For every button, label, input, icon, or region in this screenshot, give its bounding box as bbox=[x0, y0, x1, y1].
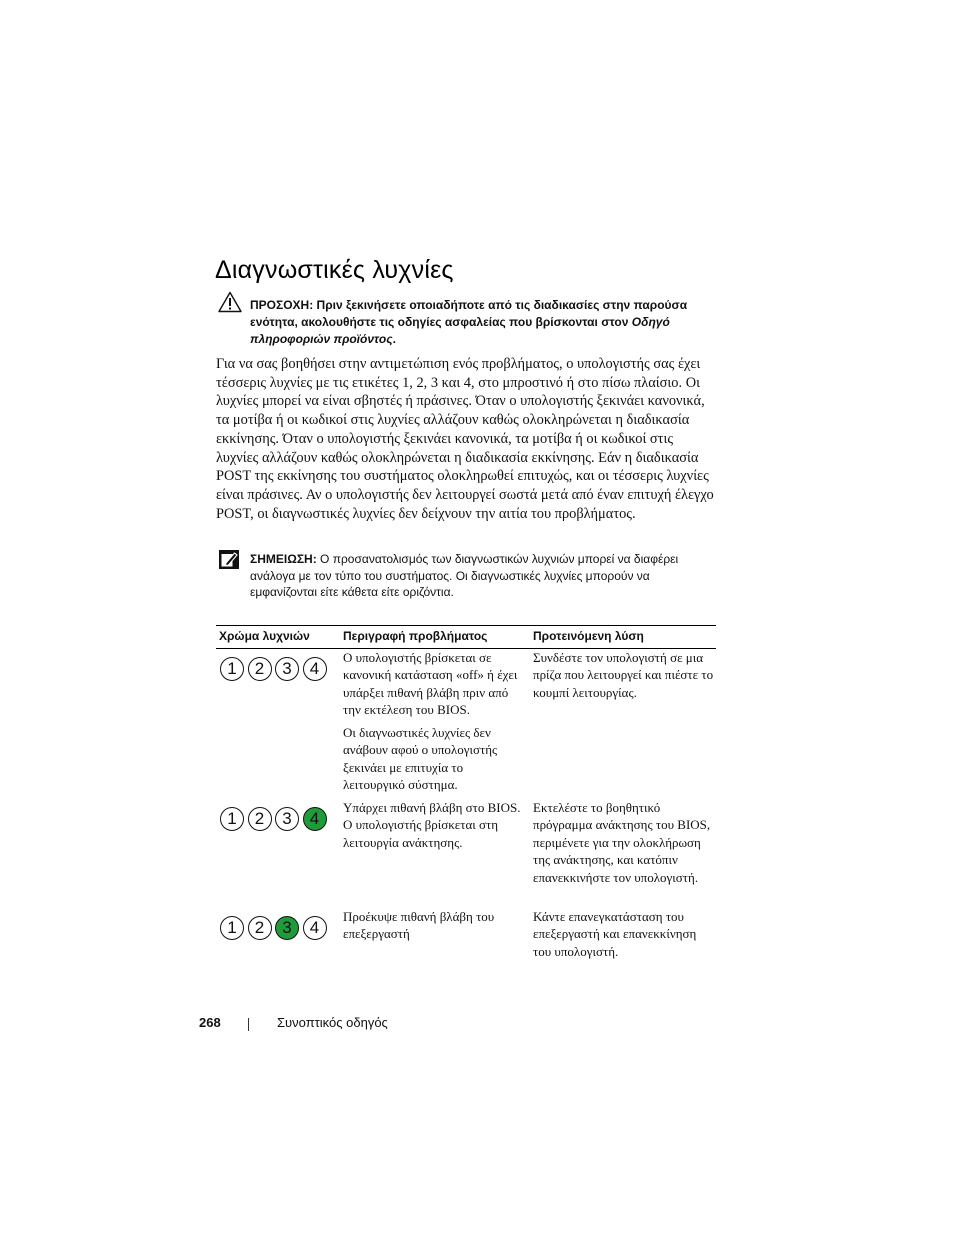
problem-row-1: Ο υπολογιστής βρίσκεται σε κανονική κατάσταση «off» ή έχει υπάρξει πιθανή βλάβη πριν από την εκτέλεση του BIOS. bbox=[343, 650, 518, 718]
caution-notice bbox=[250, 297, 720, 348]
caution-end: . bbox=[392, 332, 396, 346]
light-1: 1 bbox=[220, 807, 244, 831]
warning-triangle-icon bbox=[218, 291, 242, 313]
footer-divider bbox=[248, 1018, 249, 1031]
light-2: 2 bbox=[248, 807, 272, 831]
caution-label: ΠΡΟΣΟΧΗ: bbox=[250, 298, 314, 312]
header-problem: Περιγραφή προβλήματος bbox=[343, 629, 488, 643]
header-light-color: Χρώμα λυχνιών bbox=[219, 629, 310, 643]
light-3: 3 bbox=[275, 807, 299, 831]
intro-paragraph: Για να σας βοηθήσει στην αντιμετώπιση ενός προβλήματος, ο υπολογιστής σας έχει τέσσερις λυχνίες με τις ετικέτες 1, 2, 3 και 4, στο μπροστινό ή στο πίσω πλαίσιο. Οι λυχνίες μπορεί να είναι σβηστές ή πράσινες. Όταν ο υπολογιστής ξεκινάει κανονικά, τα μοτίβα ή οι κωδικοί στις λυχνίες αλλάζουν καθώς ολοκληρώνεται η διαδικασία εκκίνησης. Όταν ο υπολογιστής ξεκινάει κανονικά, τα μοτίβα ή οι κωδικοί στις λυχνίες αλλάζουν καθώς ολοκληρώνεται η διαδικασία εκκίνησης. Εάν η διαδικασία POST της εκκίνησης του συστήματος ολοκληρωθεί επιτυχώς, και οι τέσσερις λυχνίες είναι πράσινες. Αν ο υπολογιστής δεν λειτουργεί σωστά μετά από έναν επιτυχή έλεγχο POST, οι διαγνωστικές λυχνίες δεν δείχνουν την αιτία του προβλήματος. bbox=[216, 356, 714, 522]
page-title: Διαγνωστικές λυχνίες bbox=[215, 256, 454, 284]
footer-title: Συνοπτικός οδηγός bbox=[277, 1015, 388, 1030]
solution-row-3: Κάντε επανεγκατάσταση του επεξεργαστή και επανεκκίνηση του υπολογιστή. bbox=[533, 909, 697, 959]
light-pattern-row-2 bbox=[220, 807, 330, 831]
problem-row-2: Υπάρχει πιθανή βλάβη στο BIOS. Ο υπολογιστής βρίσκεται στη λειτουργία ανάκτησης. bbox=[343, 800, 521, 850]
note-notice bbox=[250, 551, 720, 601]
problem-row-1b: Οι διαγνωστικές λυχνίες δεν ανάβουν αφού ο υπολογιστής ξεκινάει με επιτυχία το λειτουργικό σύστημα. bbox=[343, 725, 498, 793]
light-3: 3 bbox=[275, 657, 299, 681]
page-number: 268 bbox=[199, 1015, 221, 1030]
light-pattern-row-1 bbox=[220, 657, 330, 681]
solution-row-2: Εκτελέστε το βοηθητικό πρόγραμμα ανάκτησης του BIOS, περιμένετε για την ολοκλήρωση της ανάκτησης, και κατόπιν επανεκκινήστε τον υπολογιστή. bbox=[533, 800, 711, 885]
light-4: 4 bbox=[303, 916, 327, 940]
light-2: 2 bbox=[248, 657, 272, 681]
light-1: 1 bbox=[220, 657, 244, 681]
caution-text: Πριν ξεκινήσετε οποιαδήποτε από τις διαδικασίες στην παρούσα ενότητα, ακολουθήστε τις οδηγίες ασφαλείας που βρίσκονται στον bbox=[250, 298, 688, 329]
light-4: 4 bbox=[303, 657, 327, 681]
table-header bbox=[216, 625, 716, 649]
solution-row-1: Συνδέστε τον υπολογιστή σε μια πρίζα που λειτουργεί και πιέστε το κουμπί λειτουργίας. bbox=[533, 650, 714, 700]
note-label: ΣΗΜΕΙΩΣΗ: bbox=[250, 552, 317, 566]
problem-row-3: Προέκυψε πιθανή βλάβη του επεξεργαστή bbox=[343, 909, 495, 942]
light-1: 1 bbox=[220, 916, 244, 940]
light-2: 2 bbox=[248, 916, 272, 940]
light-4-on: 4 bbox=[303, 807, 327, 831]
light-pattern-row-3 bbox=[220, 916, 330, 940]
note-pencil-icon bbox=[219, 550, 239, 569]
caution-guide-title: Οδηγό πληροφοριών προϊόντος bbox=[250, 315, 670, 346]
light-3-on: 3 bbox=[275, 916, 299, 940]
header-solution: Προτεινόμενη λύση bbox=[533, 629, 644, 643]
note-text: Ο προσανατολισμός των διαγνωστικών λυχνιών μπορεί να διαφέρει ανάλογα με τον τύπο του συστήματος. Οι διαγνωστικές λυχνίες μπορούν να εμφανίζονται είτε κάθετα είτε οριζόντια. bbox=[250, 552, 679, 600]
